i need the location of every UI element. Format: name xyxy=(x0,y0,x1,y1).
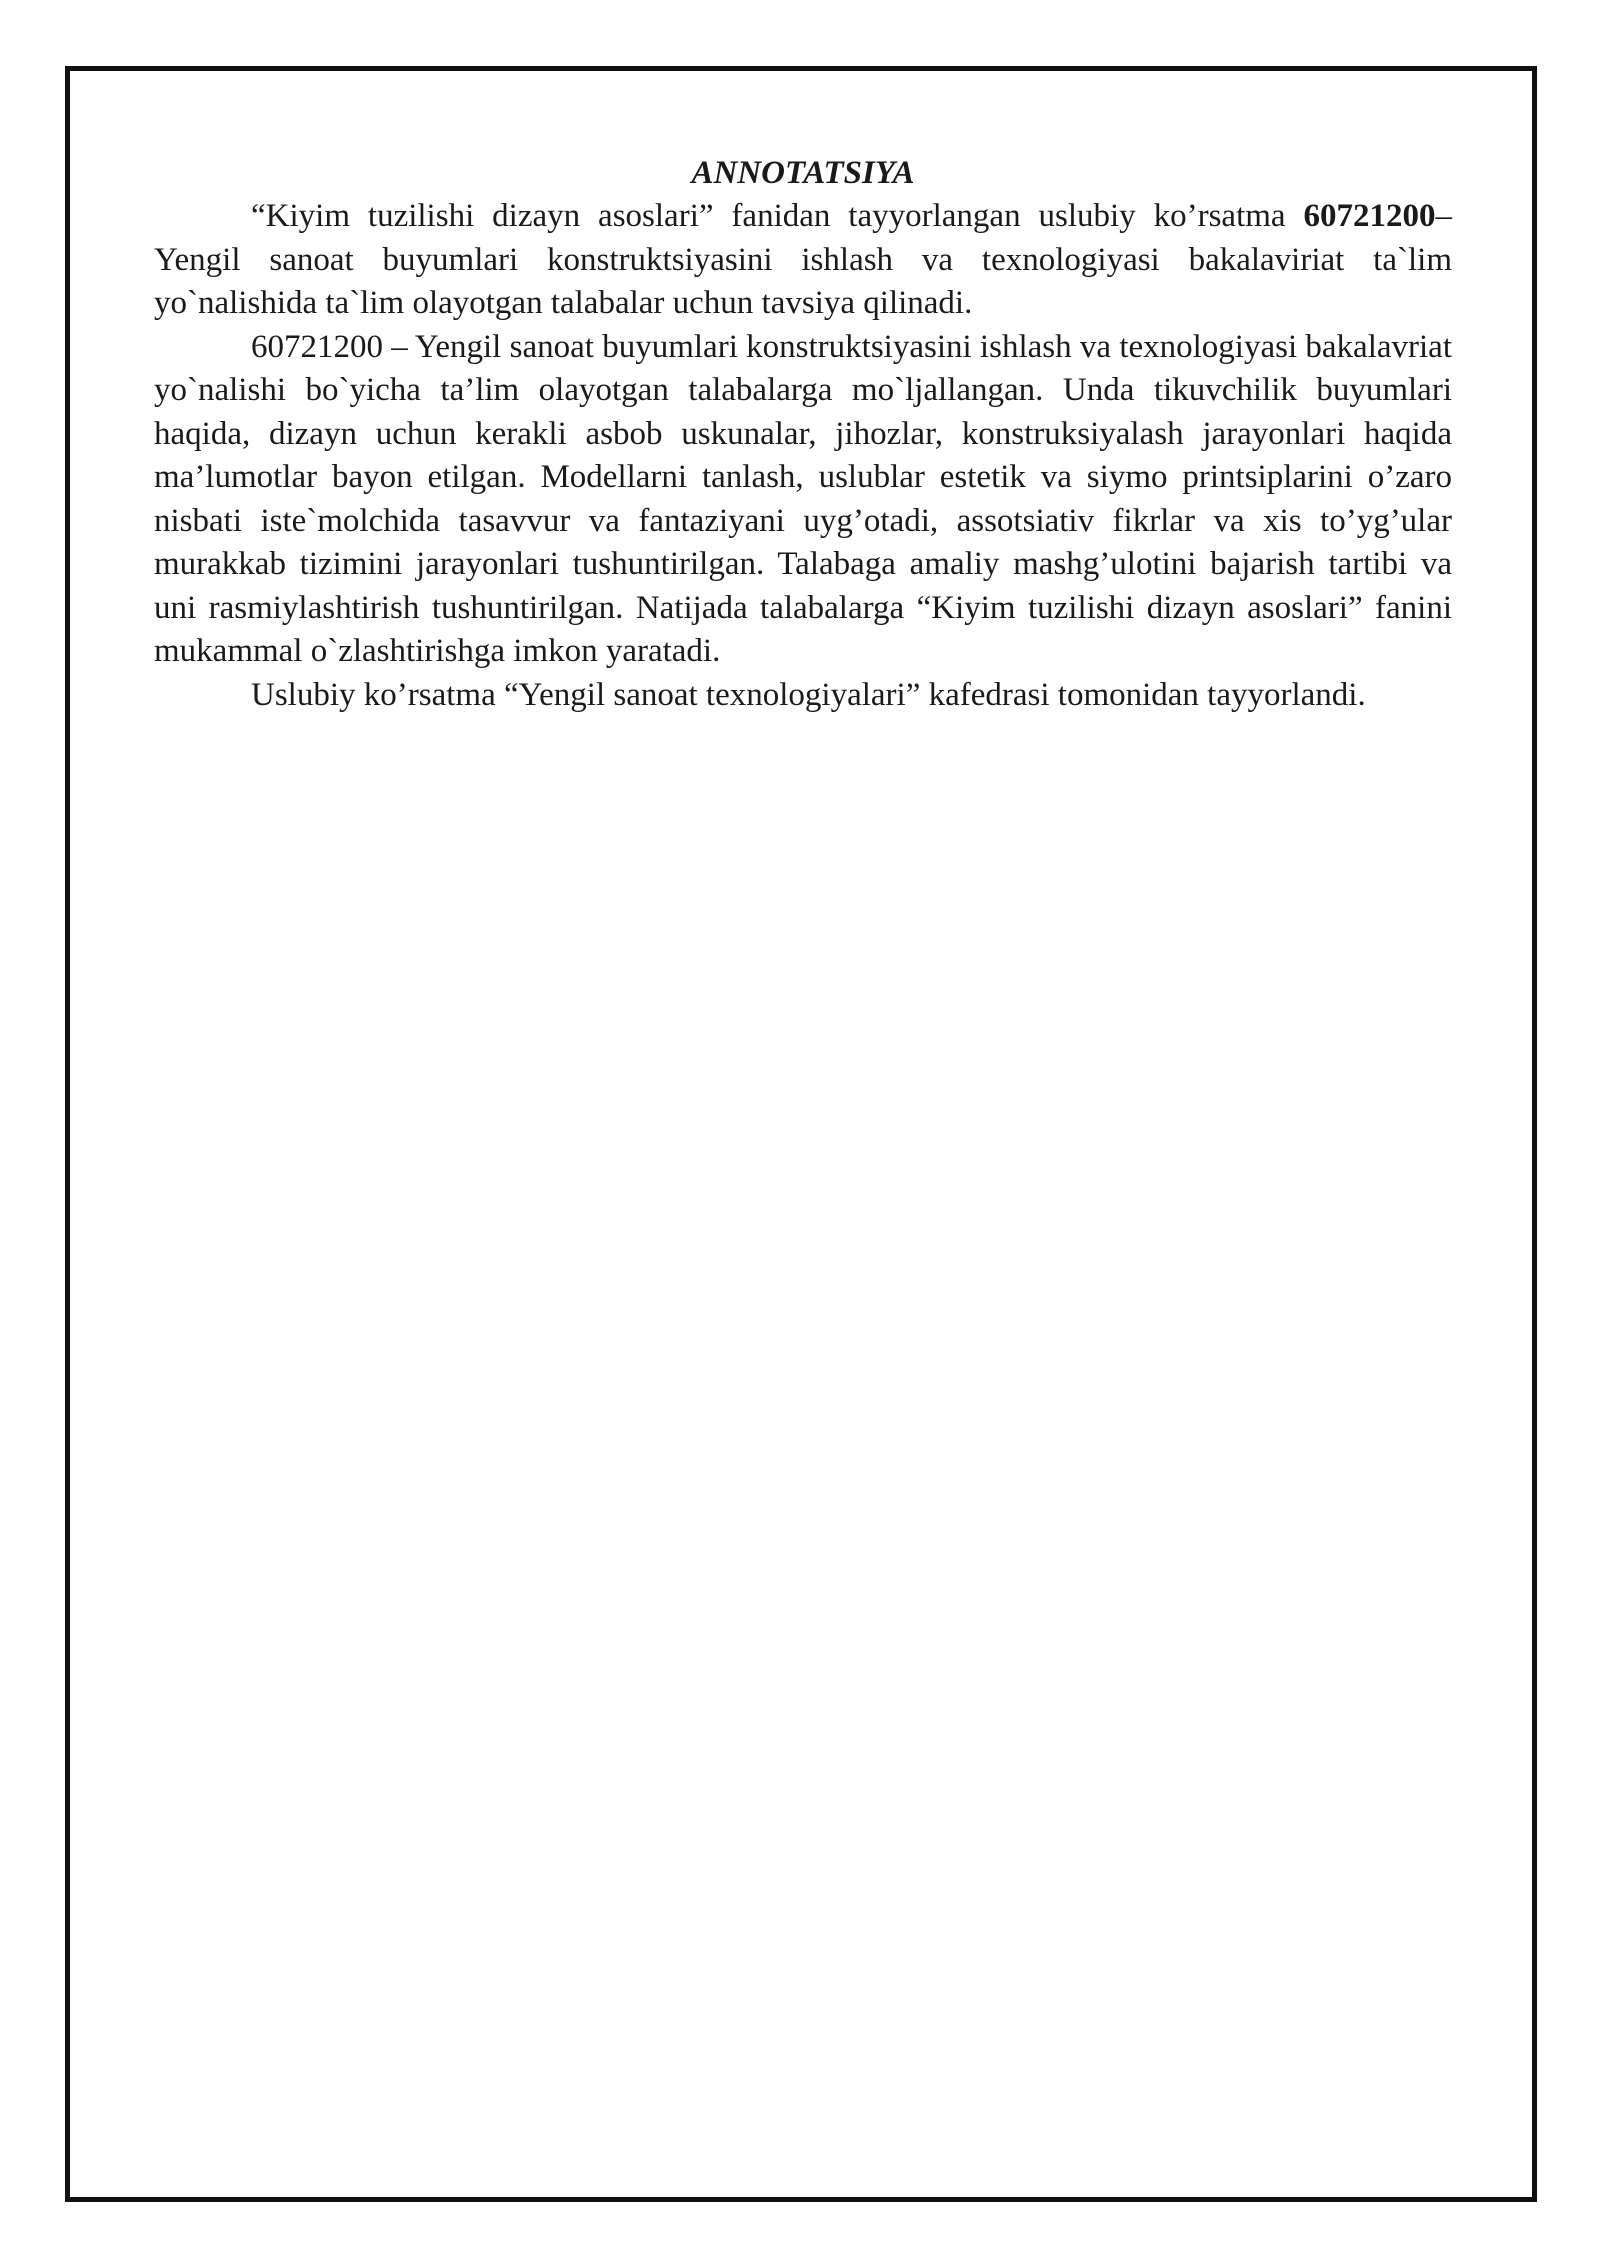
paragraph-1 xyxy=(154,195,1452,326)
paragraph-1-lead: “Kiyim tuzilishi dizayn asoslari” fanidan tayyorlangan uslubiy ko’rsatma xyxy=(251,198,1304,234)
paragraph-2: 60721200 – Yengil sanoat buyumlari konstruktsiyasini ishlash va texnologiyasi bakalavriat yo`nalishi bo`yicha ta’lim olayotgan talabalarga mo`ljallangan. Unda tikuvchilik buyumlari haqida, dizayn uchun kerakli asbob uskunalar, jihozlar, konstruksiyalash jarayonlari haqida ma’lumotlar bayon etilgan. Modellarni tanlash, uslublar estetik va siymo printsiplarini o’zaro nisbati iste`molchida tasavvur va fantaziyani uyg’otadi, assotsiativ fikrlar va xis to’yg’ular murakkab tizimini jarayonlari tushuntirilgan. Talabaga amaliy mashg’ulotini bajarish tartibi va uni rasmiylashtirish tushuntirilgan. Natijada talabalarga “Kiyim tuzilishi dizayn asoslari” fanini mukammal o`zlashtirishga imkon yaratadi. xyxy=(154,328,1452,669)
annotation-content xyxy=(154,152,1452,717)
paragraph-3: Uslubiy ko’rsatma “Yengil sanoat texnologiyalari” kafedrasi tomonidan tayyorlandi. xyxy=(251,676,1366,713)
paragraph-1-code: 60721200 xyxy=(1303,198,1436,234)
document-title: ANNOTATSIYA xyxy=(691,155,915,191)
paragraph-1-rest: – Yengil sanoat buyumlari konstruktsiyasini ishlash va texnologiyasi bakalaviriat ta`lim yo`nalishida ta`lim olayotgan talabalar uchun tavsiya qilinadi. xyxy=(154,198,1452,321)
